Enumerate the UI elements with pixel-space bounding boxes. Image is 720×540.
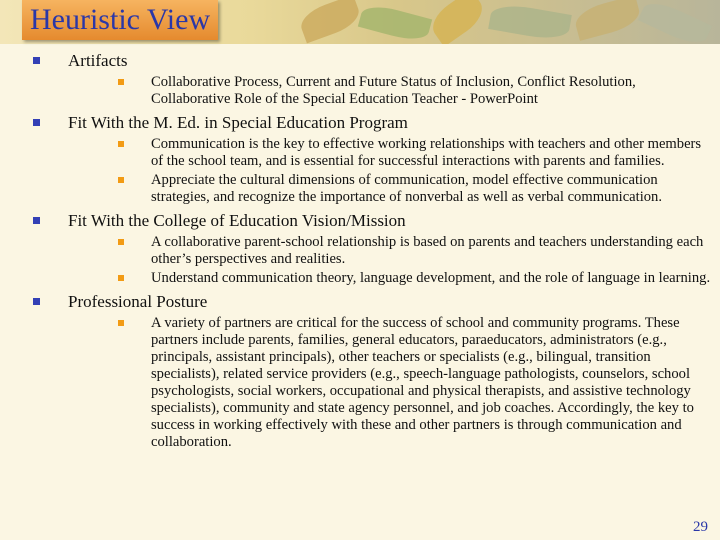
square-bullet-icon: [118, 177, 124, 183]
sub-bullet-item: [68, 172, 716, 206]
square-bullet-icon: [33, 217, 40, 224]
sub-bullet-text: Collaborative Process, Current and Future Status of Inclusion, Conflict Resolution, Collaborative Role of the Special Education Teacher - PowerPoint: [151, 74, 636, 107]
page-number: 29: [693, 519, 708, 535]
sub-bullet-item: [68, 270, 716, 287]
square-bullet-icon: [33, 57, 40, 64]
sub-bullet-text: Appreciate the cultural dimensions of communication, model effective communication strategies, and recognize the importance of nonverbal as well as verbal communication.: [151, 172, 662, 205]
square-bullet-icon: [33, 298, 40, 305]
square-bullet-icon: [118, 79, 124, 85]
section-heading: Artifacts: [68, 51, 128, 70]
section-heading: Professional Posture: [68, 292, 208, 311]
sub-bullet-list: [68, 74, 716, 108]
slide-title: Heuristic View: [30, 3, 211, 36]
leaf-decoration: [426, 0, 489, 44]
sub-bullet-item: [68, 315, 716, 451]
sub-bullet-list: [68, 315, 716, 451]
section-heading: Fit With the College of Education Vision/Mission: [68, 211, 406, 230]
square-bullet-icon: [118, 239, 124, 245]
sub-bullet-list: [68, 136, 716, 206]
section-fit-med-program: [30, 113, 716, 206]
sub-bullet-item: [68, 136, 716, 170]
slide-title-box: [22, 0, 218, 40]
leaf-decoration: [297, 0, 364, 43]
sub-bullet-item: [68, 74, 716, 108]
section-heading: Fit With the M. Ed. in Special Education Program: [68, 113, 408, 132]
slide-content: [30, 51, 716, 451]
sub-bullet-text: Understand communication theory, language development, and the role of language in learning.: [151, 270, 711, 286]
square-bullet-icon: [118, 320, 124, 326]
square-bullet-icon: [33, 119, 40, 126]
sub-bullet-text: A collaborative parent-school relationship is based on parents and teachers understanding each other’s perspectives and realities.: [151, 234, 704, 267]
sub-bullet-text: Communication is the key to effective working relationships with teachers and other members of the school team, and is essential for successful interactions with parents and families.: [151, 136, 702, 169]
square-bullet-icon: [118, 141, 124, 147]
section-professional-posture: [30, 292, 716, 451]
sub-bullet-item: [68, 234, 716, 268]
sub-bullet-text: A variety of partners are critical for the success of school and community programs. These partners include parents, families, general educators, paraeducators, administrators (e.g., principals, assistant principals), other teachers or specialists (e.g., bilingual, transition specialists), related service providers (e.g., speech-language pathologists, counselors, school psychologists, social workers, occupational and physical therapists, and assistive technology specialists), community and state agency personnel, and job coaches. Accordingly, the key to success in working effectively with these and other partners is through communication and collaboration.: [151, 315, 694, 450]
leaf-decoration: [358, 1, 432, 44]
square-bullet-icon: [118, 275, 124, 281]
leaf-decoration: [638, 0, 712, 44]
sub-bullet-list: [68, 234, 716, 287]
section-artifacts: [30, 51, 716, 108]
section-fit-college-vision: [30, 211, 716, 287]
leaf-decoration: [572, 0, 643, 41]
leaf-decoration: [488, 1, 572, 42]
